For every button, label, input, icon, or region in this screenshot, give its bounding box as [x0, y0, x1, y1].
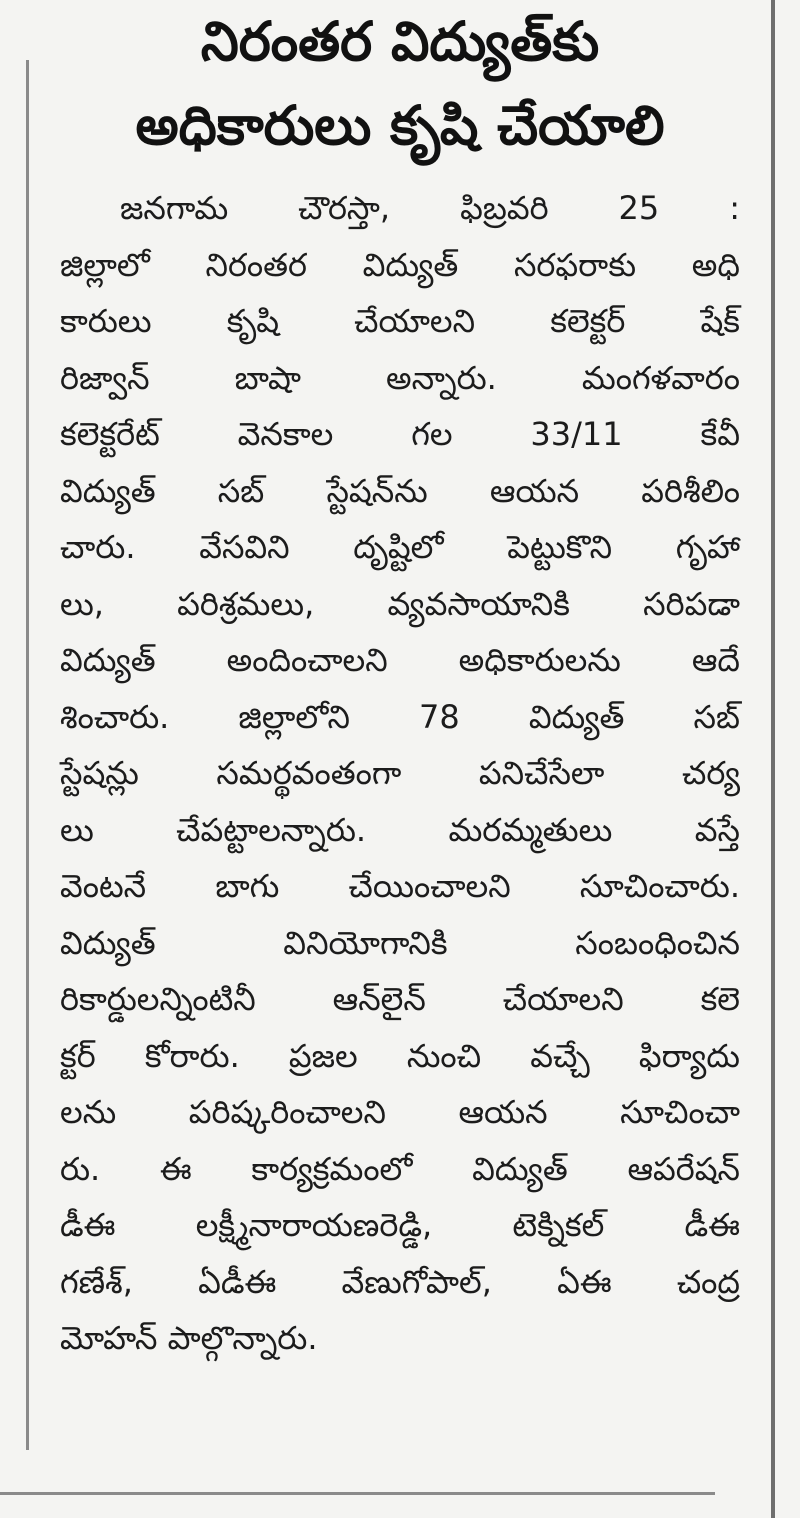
headline-line-2: అధికారులు కృషి చేయాలి — [135, 94, 665, 157]
body-line: కలెక్టరేట్ వెనకాల గల 33/11 కేవీ — [60, 415, 740, 453]
body-line: చారు. వేసవిని దృష్టిలో పెట్టుకొని గృహా — [60, 528, 740, 566]
body-line: లు, పరిశ్రమలు, వ్యవసాయానికి సరిపడా — [60, 584, 740, 623]
article-body — [60, 180, 740, 1367]
dateline: జనగామ చౌరస్తా, ఫిబ్రవరి 25 : — [120, 189, 740, 227]
body-line: రు. ఈ కార్యక్రమంలో విద్యుత్ ఆపరేషన్ — [60, 1149, 740, 1188]
body-line: కారులు కృషి చేయాలని కలెక్టర్ షేక్ — [60, 302, 740, 340]
column-divider-right — [771, 0, 775, 1518]
body-line: లను పరిష్కరించాలని ఆయన సూచించా — [60, 1093, 740, 1131]
news-article — [60, 0, 740, 1367]
column-divider-left — [26, 60, 29, 1450]
body-line: లు చేపట్టాలన్నారు. మరమ్మతులు వస్తే — [60, 810, 740, 849]
body-line-last: మోహన్ పాల్గొన్నారు. — [60, 1319, 318, 1357]
body-line: విద్యుత్ సబ్ స్టేషన్‌ను ఆయన పరిశీలిం — [60, 471, 740, 510]
body-line: స్టేషన్లు సమర్థవంతంగా పనిచేసేలా చర్య — [60, 754, 740, 792]
body-line: జిల్లాలో నిరంతర విద్యుత్ సరఫరాకు అధి — [60, 245, 740, 284]
body-line: క్టర్ కోరారు. ప్రజల నుంచి వచ్చే ఫిర్యాదు — [60, 1036, 740, 1075]
headline-line-1: నిరంతర విద్యుత్‌కు — [200, 10, 600, 73]
body-line: రిజ్వాన్ బాషా అన్నారు. మంగళవారం — [60, 358, 740, 397]
body-line: డీఈ లక్ష్మీనారాయణరెడ్డి, టెక్నికల్ డీఈ — [60, 1206, 740, 1244]
body-line: గణేశ్, ఏడీఈ వేణుగోపాల్, ఏఈ చంద్ర — [60, 1262, 740, 1301]
body-line: రికార్డులన్నింటినీ ఆన్‌లైన్ చేయాలని కలె — [60, 980, 740, 1018]
body-line: వెంటనే బాగు చేయించాలని సూచించారు. — [60, 867, 740, 905]
article-headline — [60, 0, 740, 168]
body-line: శించారు. జిల్లాలోని 78 విద్యుత్ సబ్ — [60, 697, 740, 736]
body-line: విద్యుత్ వినియోగానికి సంబంధించిన — [60, 923, 740, 962]
article-bottom-rule — [0, 1492, 715, 1495]
body-line: విద్యుత్ అందించాలని అధికారులను ఆదే — [60, 641, 740, 679]
